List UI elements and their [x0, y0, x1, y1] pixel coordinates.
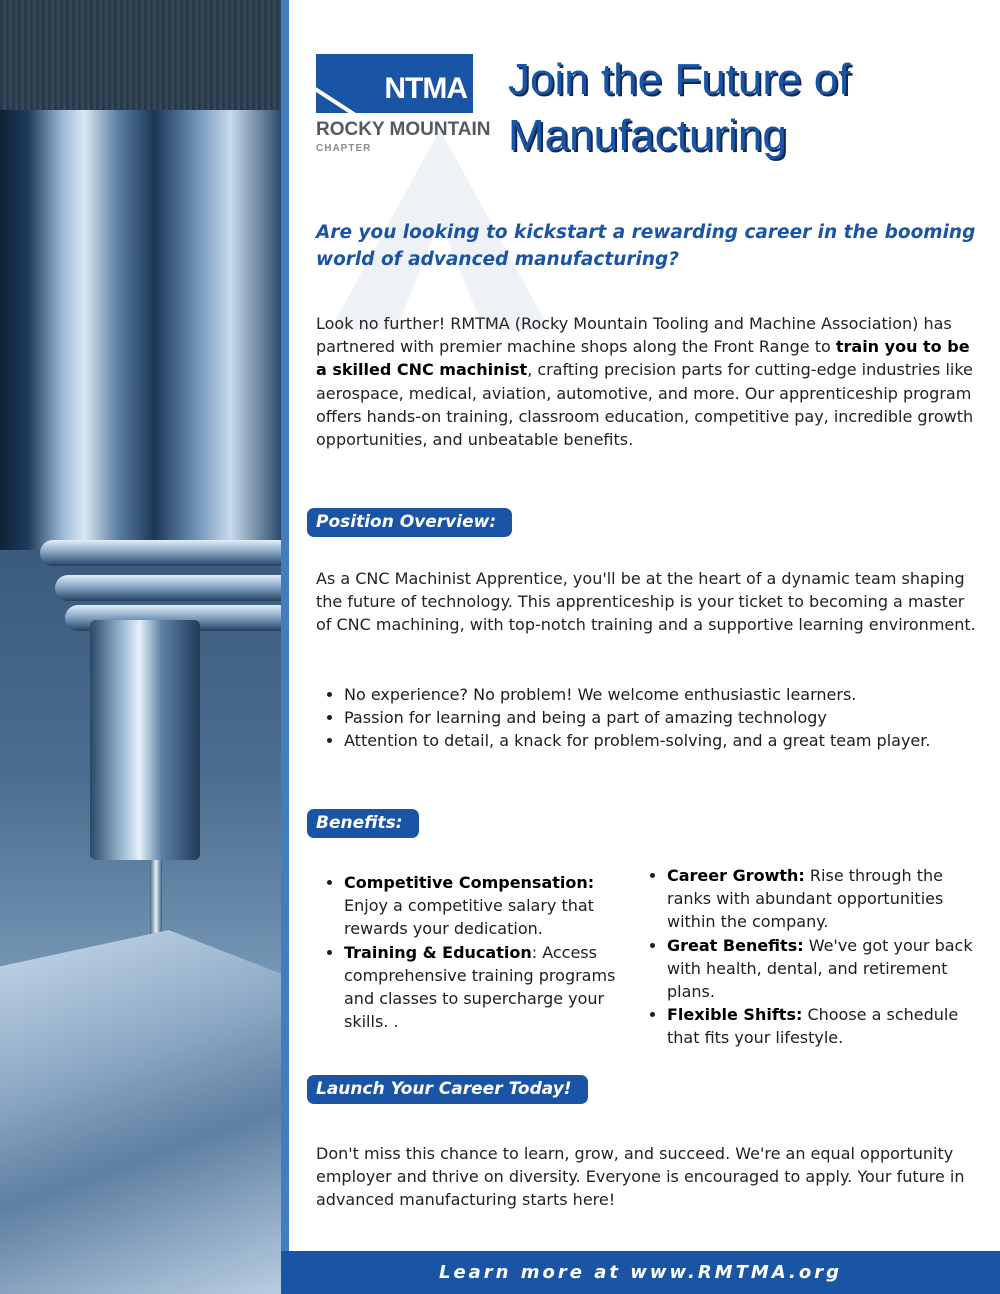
metal-workpiece: [0, 930, 281, 1294]
benefit-title: Competitive Compensation:: [344, 873, 595, 892]
list-item: [344, 871, 621, 941]
benefits-list-right: [639, 864, 979, 1050]
launch-career-text: Don't miss this chance to learn, grow, and succeed. We're an equal opportunity employer and thrive on diversity. Everyone is encouraged to apply. Your future in advanced manufacturing starts here!: [316, 1144, 965, 1210]
intro-highlight: train you to be a skilled CNC machinist: [316, 337, 970, 380]
intro-text-start: Look no further! RMTMA (Rocky Mountain Tooling and Machine Association) has partnered with premier machine shops along the Front Range to: [316, 314, 952, 357]
intro-paragraph: [316, 312, 976, 451]
benefit-text: Rise through the ranks with abundant opportunities within the company.: [667, 866, 944, 932]
position-requirements-list: [316, 683, 956, 753]
benefit-text: : Access comprehensive training programs and classes to supercharge your skills. .: [344, 942, 616, 1032]
logo-chapter: CHAPTER: [316, 143, 372, 154]
ntma-logo: [316, 54, 491, 154]
footer-website-link[interactable]: Learn more at www.RMTMA.org: [281, 1251, 1000, 1294]
benefit-text: Choose a schedule that fits your lifestyle.: [667, 1005, 959, 1048]
list-item: [667, 934, 979, 1004]
intro-text-end: , crafting precision parts for cutting-edge industries like aerospace, medical, aviation, automotive, and more. Our apprenticeship program offers hands-on training, classroom education, competitive pay, incredible growth opportunities, and unbeatable benefits.: [316, 360, 974, 450]
page-title: Join the Future of Manufacturing: [508, 55, 851, 160]
benefit-title: Training & Education: [344, 942, 532, 962]
list-item: • Passion for learning and being a part of amazing technology: [344, 706, 956, 729]
list-item: • Attention to detail, a knack for problem-solving, and a great team player.: [344, 729, 956, 752]
benefits-heading: Benefits:: [307, 809, 419, 838]
benefit-text: We've got your back with health, dental, and retirement plans.: [667, 935, 973, 1002]
launch-career-heading: Launch Your Career Today!: [307, 1075, 588, 1104]
position-overview-text: As a CNC Machinist Apprentice, you'll be at the heart of a dynamic team shaping the future of technology. This apprenticeship is your ticket to becoming a master of CNC machining, with top-notch training and a supportive learning environment.: [316, 569, 976, 635]
benefit-title: Great Benefits:: [667, 935, 804, 955]
spindle-ring: [55, 575, 281, 601]
list-item: [344, 941, 621, 1034]
logo-mark: NTMA: [384, 72, 467, 105]
logo-subtitle: ROCKY MOUNTAIN: [316, 119, 491, 140]
benefit-text: Enjoy a competitive salary that rewards your dedication.: [344, 896, 594, 939]
benefit-title: Flexible Shifts:: [667, 1005, 803, 1025]
position-overview-heading: Position Overview:: [307, 508, 512, 537]
benefit-title: Career Growth:: [667, 866, 805, 885]
logo-box: [316, 54, 473, 113]
tool-collet: [90, 620, 200, 860]
intro-question: Are you looking to kickstart a rewarding career in the booming world of advanced manufacturing?: [316, 222, 976, 270]
list-item: • No experience? No problem! We welcome enthusiastic learners.: [344, 683, 956, 706]
list-item: [667, 864, 979, 934]
cnc-machine-photo: [0, 0, 281, 1294]
spindle-body: [0, 110, 281, 550]
list-item: [667, 1003, 979, 1049]
benefits-list-left: [316, 871, 621, 1033]
machine-housing: [0, 0, 281, 120]
spindle-ring: [40, 540, 281, 566]
vertical-divider: [281, 0, 289, 1294]
